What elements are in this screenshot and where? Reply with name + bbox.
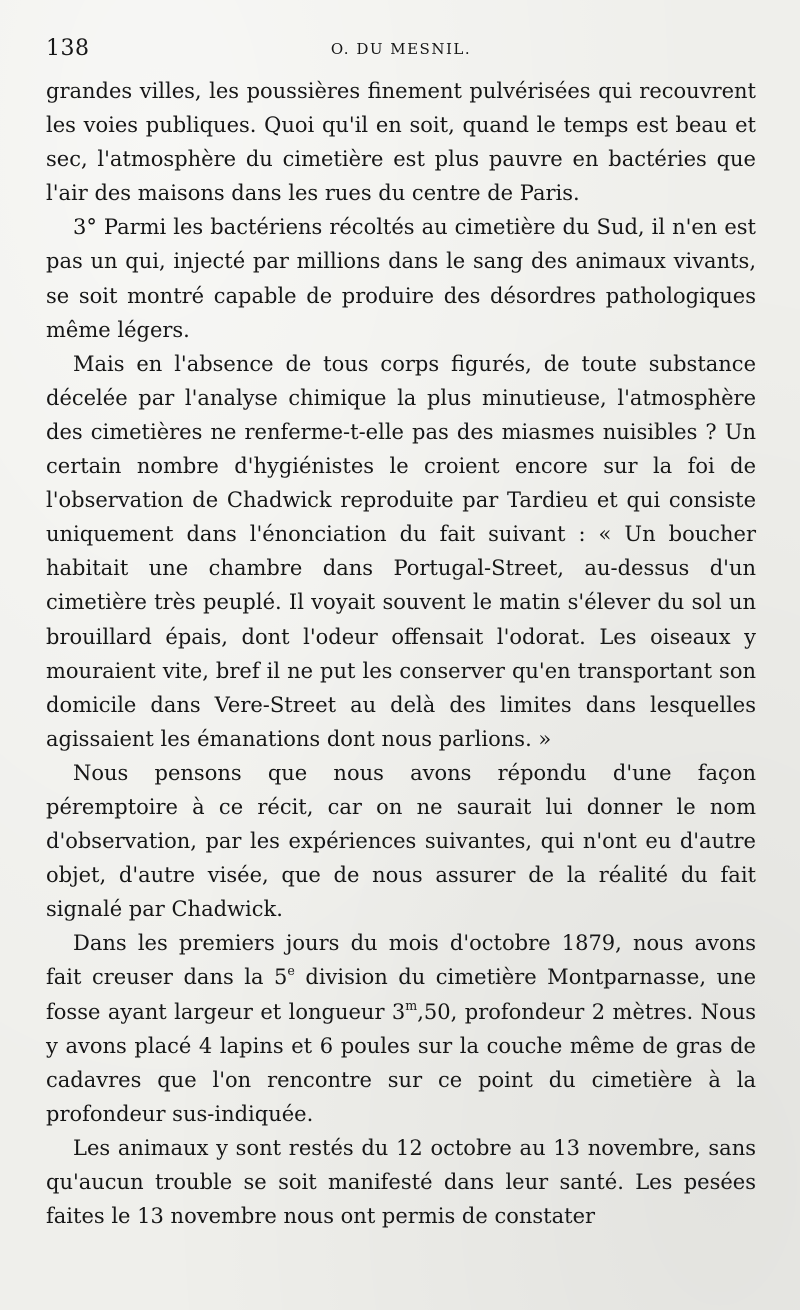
running-head: O. DU MESNIL. bbox=[330, 40, 472, 58]
body-text bbox=[46, 74, 756, 1233]
paragraph: Nous pensons que nous avons répondu d'une façon péremptoire à ce récit, car on ne saurait lui donner le nom d'observation, par les expériences suivantes, qui n'ont eu d'autre objet, d'autre visée, que de nous assurer de la réalité du fait signalé par Chadwick. bbox=[46, 760, 756, 922]
page-header bbox=[46, 36, 756, 66]
superscript: e bbox=[287, 963, 295, 979]
paragraph: Mais en l'absence de tous corps figurés, de toute substance décelée par l'analyse chimique la plus minutieuse, l'atmosphère des cimetières ne renferme-t-elle pas des miasmes nuisibles ? Un certain nombre d'hygiénistes le croient encore sur la foi de l'observation de Chadwick reproduite par Tardieu et qui consiste uniquement dans l'énonciation du fait suivant : « Un boucher habitait une chambre dans Portugal-Street, au-dessus d'un cimetière très peuplé. Il voyait souvent le matin s'élever du sol un brouillard épais, dont l'odeur offensait l'odorat. Les oiseaux y mouraient vite, bref il ne put les conserver qu'en transportant son domicile dans Vere-Street au delà des limites dans lesquelles agissaient les émanations dont nous parlions. » bbox=[46, 351, 756, 751]
text-segment: division du cimetière Montparnasse, une fosse ayant largeur et longueur 3 bbox=[46, 965, 756, 1024]
paragraph-last: Les animaux y sont restés du 12 octobre au 13 novembre, sans qu'aucun trouble se soit manifesté dans leur santé. Les pesées faites le 13 novembre nous ont permis de constater bbox=[46, 1135, 756, 1229]
text-segment: Dans les premiers jours du mois d'octobre 1879, nous avons fait creuser dans la 5 bbox=[46, 931, 756, 990]
paragraph bbox=[46, 926, 756, 1131]
paragraph: 3° Parmi les bactériens récoltés au cimetière du Sud, il n'en est pas un qui, injecté par millions dans le sang des animaux vivants, se soit montré capable de produire des désordres pathologiques même légers. bbox=[46, 215, 756, 342]
paragraph-continuation: grandes villes, les poussières finement pulvérisées qui recouvrent les voies publiques. Quoi qu'il en soit, quand le temps est beau et sec, l'atmosphère du cimetière est plus pauvre en bactéries que l'air des maisons dans les rues du centre de Paris. bbox=[46, 79, 756, 206]
text-segment: ,50, profondeur 2 mètres. Nous y avons placé 4 lapins et 6 poules sur la couche même de gras de cadavres que l'on rencontre sur ce point du cimetière à la profondeur sus-indiquée. bbox=[46, 999, 756, 1126]
page-number: 138 bbox=[46, 36, 90, 61]
superscript: m bbox=[405, 997, 418, 1013]
